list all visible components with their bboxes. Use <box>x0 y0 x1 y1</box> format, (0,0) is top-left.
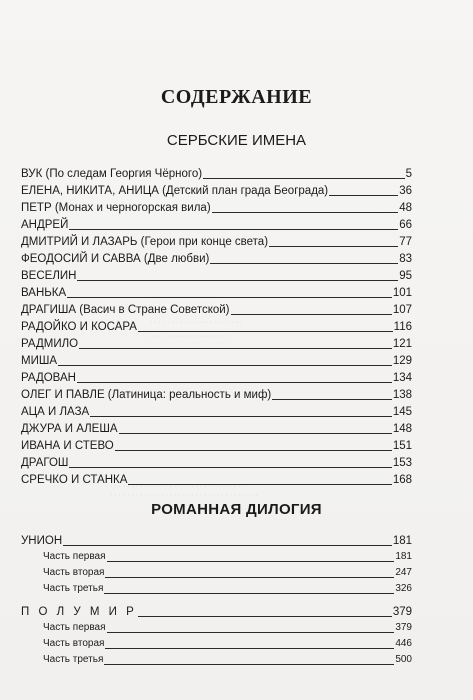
toc-entry-title: Часть третья <box>43 654 104 665</box>
toc-entry-page: 77 <box>399 236 412 248</box>
dot-leader <box>107 632 395 633</box>
toc-entry-title: ВАНЬКА <box>21 287 67 299</box>
toc-sub-entry[interactable] <box>43 547 412 564</box>
toc-entry-title: Часть вторая <box>43 638 105 649</box>
dot-leader <box>329 195 398 196</box>
toc-entry[interactable] <box>21 419 412 436</box>
dot-leader <box>77 280 398 281</box>
toc-entry-page: 153 <box>392 457 412 469</box>
toc-entry[interactable] <box>21 283 412 300</box>
toc-entry[interactable] <box>21 232 412 249</box>
show-through-text: · · · · · · · · · · · · · · · · · · · · · · <box>150 319 243 326</box>
show-through-text: · · · · · · · · · · · · · · · · · <box>150 293 221 300</box>
toc-entry-title: ФЕОДОСИЙ И САВВА (Две любви) <box>21 253 210 265</box>
dot-leader <box>210 263 398 264</box>
contents-heading: СОДЕРЖАНИЕ <box>160 86 313 108</box>
toc-entry[interactable] <box>21 402 412 419</box>
toc-entry-page: 36 <box>399 185 412 197</box>
toc-entry-title: Часть первая <box>43 622 106 633</box>
toc-entry[interactable] <box>21 300 412 317</box>
toc-entry[interactable] <box>21 164 412 181</box>
toc-entry-title: ИВАНА И СТЕВО <box>21 440 114 452</box>
toc-entry-title: ДМИТРИЙ И ЛАЗАРЬ (Герои при конце света) <box>21 236 269 248</box>
toc-entry-title: УНИОН <box>21 535 63 547</box>
dot-leader <box>63 545 392 546</box>
toc-entry[interactable] <box>21 436 412 453</box>
toc-entry-page: 134 <box>392 372 412 384</box>
dot-leader <box>272 399 392 400</box>
toc-entry-page: 107 <box>392 304 412 316</box>
toc-entry-page: 121 <box>392 338 412 350</box>
dot-leader <box>69 229 398 230</box>
section-title-serbian-names: СЕРБСКИЕ ИМЕНА <box>166 132 307 149</box>
toc-entry-title: МИША <box>21 355 58 367</box>
toc-entry[interactable] <box>21 453 412 470</box>
toc-entry-title: Часть третья <box>43 583 104 594</box>
toc-entry[interactable] <box>21 470 412 487</box>
show-through-text: · · · · · · · · · · · · · · · · · · · · · · · · · · · · · · · · · <box>110 483 250 490</box>
toc-entry[interactable] <box>21 385 412 402</box>
toc-entry-page: 145 <box>392 406 412 418</box>
toc-entry[interactable] <box>21 351 412 368</box>
toc-group-entry[interactable] <box>21 602 412 619</box>
toc-entry-title: ПЕТР (Монах и черногорская вила) <box>21 202 211 214</box>
toc-entry-title: ДЖУРА И АЛЕША <box>21 423 118 435</box>
toc-entry-page: 5 <box>405 168 412 180</box>
show-through-text: · · · · · · · · · · · · · · · · · · · · · · · · · · · · · · · · · · · <box>110 492 258 499</box>
toc-entry-page: 500 <box>395 654 412 665</box>
toc-entry[interactable] <box>21 368 412 385</box>
toc-entry-title: АЦА И ЛАЗА <box>21 406 90 418</box>
toc-entry-title: ДРАГИША (Васич в Стране Советской) <box>21 304 230 316</box>
dot-leader <box>58 365 392 366</box>
dot-leader <box>128 484 391 485</box>
dot-leader <box>119 433 392 434</box>
dot-leader <box>104 593 394 594</box>
toc-entry-title: Часть первая <box>43 551 106 562</box>
toc-sub-entry[interactable] <box>43 563 412 580</box>
toc-entry-page: 66 <box>399 219 412 231</box>
dot-leader <box>69 467 391 468</box>
toc-entry-title: ЕЛЕНА, НИКИТА, АНИЦА (Детский план града Београда) <box>21 185 329 197</box>
dot-leader <box>269 246 398 247</box>
dot-leader <box>138 616 392 617</box>
dot-leader <box>105 648 394 649</box>
toc-entry-page: 168 <box>392 474 412 486</box>
dot-leader <box>90 416 392 417</box>
toc-entry-title: ДРАГОШ <box>21 457 69 469</box>
dot-leader <box>77 382 392 383</box>
toc-entry-page: 83 <box>399 253 412 265</box>
dot-leader <box>104 664 394 665</box>
toc-entry[interactable] <box>21 215 412 232</box>
toc-entry-page: 181 <box>395 551 412 562</box>
section-title-novel-dilogy: РОМАННАЯ ДИЛОГИЯ <box>151 501 322 518</box>
toc-sub-entry[interactable] <box>43 634 412 651</box>
toc-entry-page: 247 <box>395 567 412 578</box>
toc-entry-title: ОЛЕГ И ПАВЛЕ (Латиница: реальность и миф) <box>21 389 272 401</box>
dot-leader <box>67 297 392 298</box>
toc-entry-page: 101 <box>392 287 412 299</box>
dot-leader <box>115 450 392 451</box>
toc-sub-entry[interactable] <box>43 650 412 667</box>
toc-entry-title: РАДМИЛО <box>21 338 79 350</box>
toc-entry-page: 446 <box>395 638 412 649</box>
toc-entry[interactable] <box>21 266 412 283</box>
toc-entry-page: 116 <box>393 321 412 333</box>
toc-entry-page: 181 <box>392 535 412 547</box>
toc-entry-title: РАДОВАН <box>21 372 76 384</box>
toc-entry-page: 326 <box>395 583 412 594</box>
toc-entry-page: 129 <box>392 355 412 367</box>
toc-entry-page: 148 <box>392 423 412 435</box>
dot-leader <box>79 348 392 349</box>
toc-sub-entry[interactable] <box>43 579 412 596</box>
toc-entry-title: СРЕЧКО И СТАНКА <box>21 474 128 486</box>
toc-sub-entry[interactable] <box>43 618 412 635</box>
dot-leader <box>212 212 399 213</box>
toc-entry-page: 151 <box>392 440 412 452</box>
dot-leader <box>138 331 393 332</box>
show-through-text: · · · · · · · · · · · · · · · · · · · <box>150 333 230 340</box>
dot-leader <box>105 577 394 578</box>
toc-entry-title: РАДОЙКО И КОСАРА <box>21 321 137 333</box>
toc-entry-page: 138 <box>392 389 412 401</box>
toc-group-entry[interactable] <box>21 531 412 548</box>
toc-entry-title: АНДРЕЙ <box>21 219 69 231</box>
toc-entry-page: 48 <box>399 202 412 214</box>
toc-entry[interactable] <box>21 334 412 351</box>
dot-leader <box>107 561 395 562</box>
toc-entry[interactable] <box>21 249 412 266</box>
toc-entry-title: ВУК (По следам Георгия Чёрного) <box>21 168 203 180</box>
toc-entry-page: 95 <box>399 270 412 282</box>
toc-entry-title: ВЕСЕЛИН <box>21 270 77 282</box>
toc-entry-title: П О Л У М И Р <box>21 606 137 618</box>
toc-entry[interactable] <box>21 198 412 215</box>
toc-entry[interactable] <box>21 317 412 334</box>
toc-entry-page: 379 <box>392 606 412 618</box>
toc-entry[interactable] <box>21 181 412 198</box>
toc-entry-title: Часть вторая <box>43 567 105 578</box>
dot-leader <box>203 178 405 179</box>
dot-leader <box>231 314 392 315</box>
toc-entry-page: 379 <box>395 622 412 633</box>
